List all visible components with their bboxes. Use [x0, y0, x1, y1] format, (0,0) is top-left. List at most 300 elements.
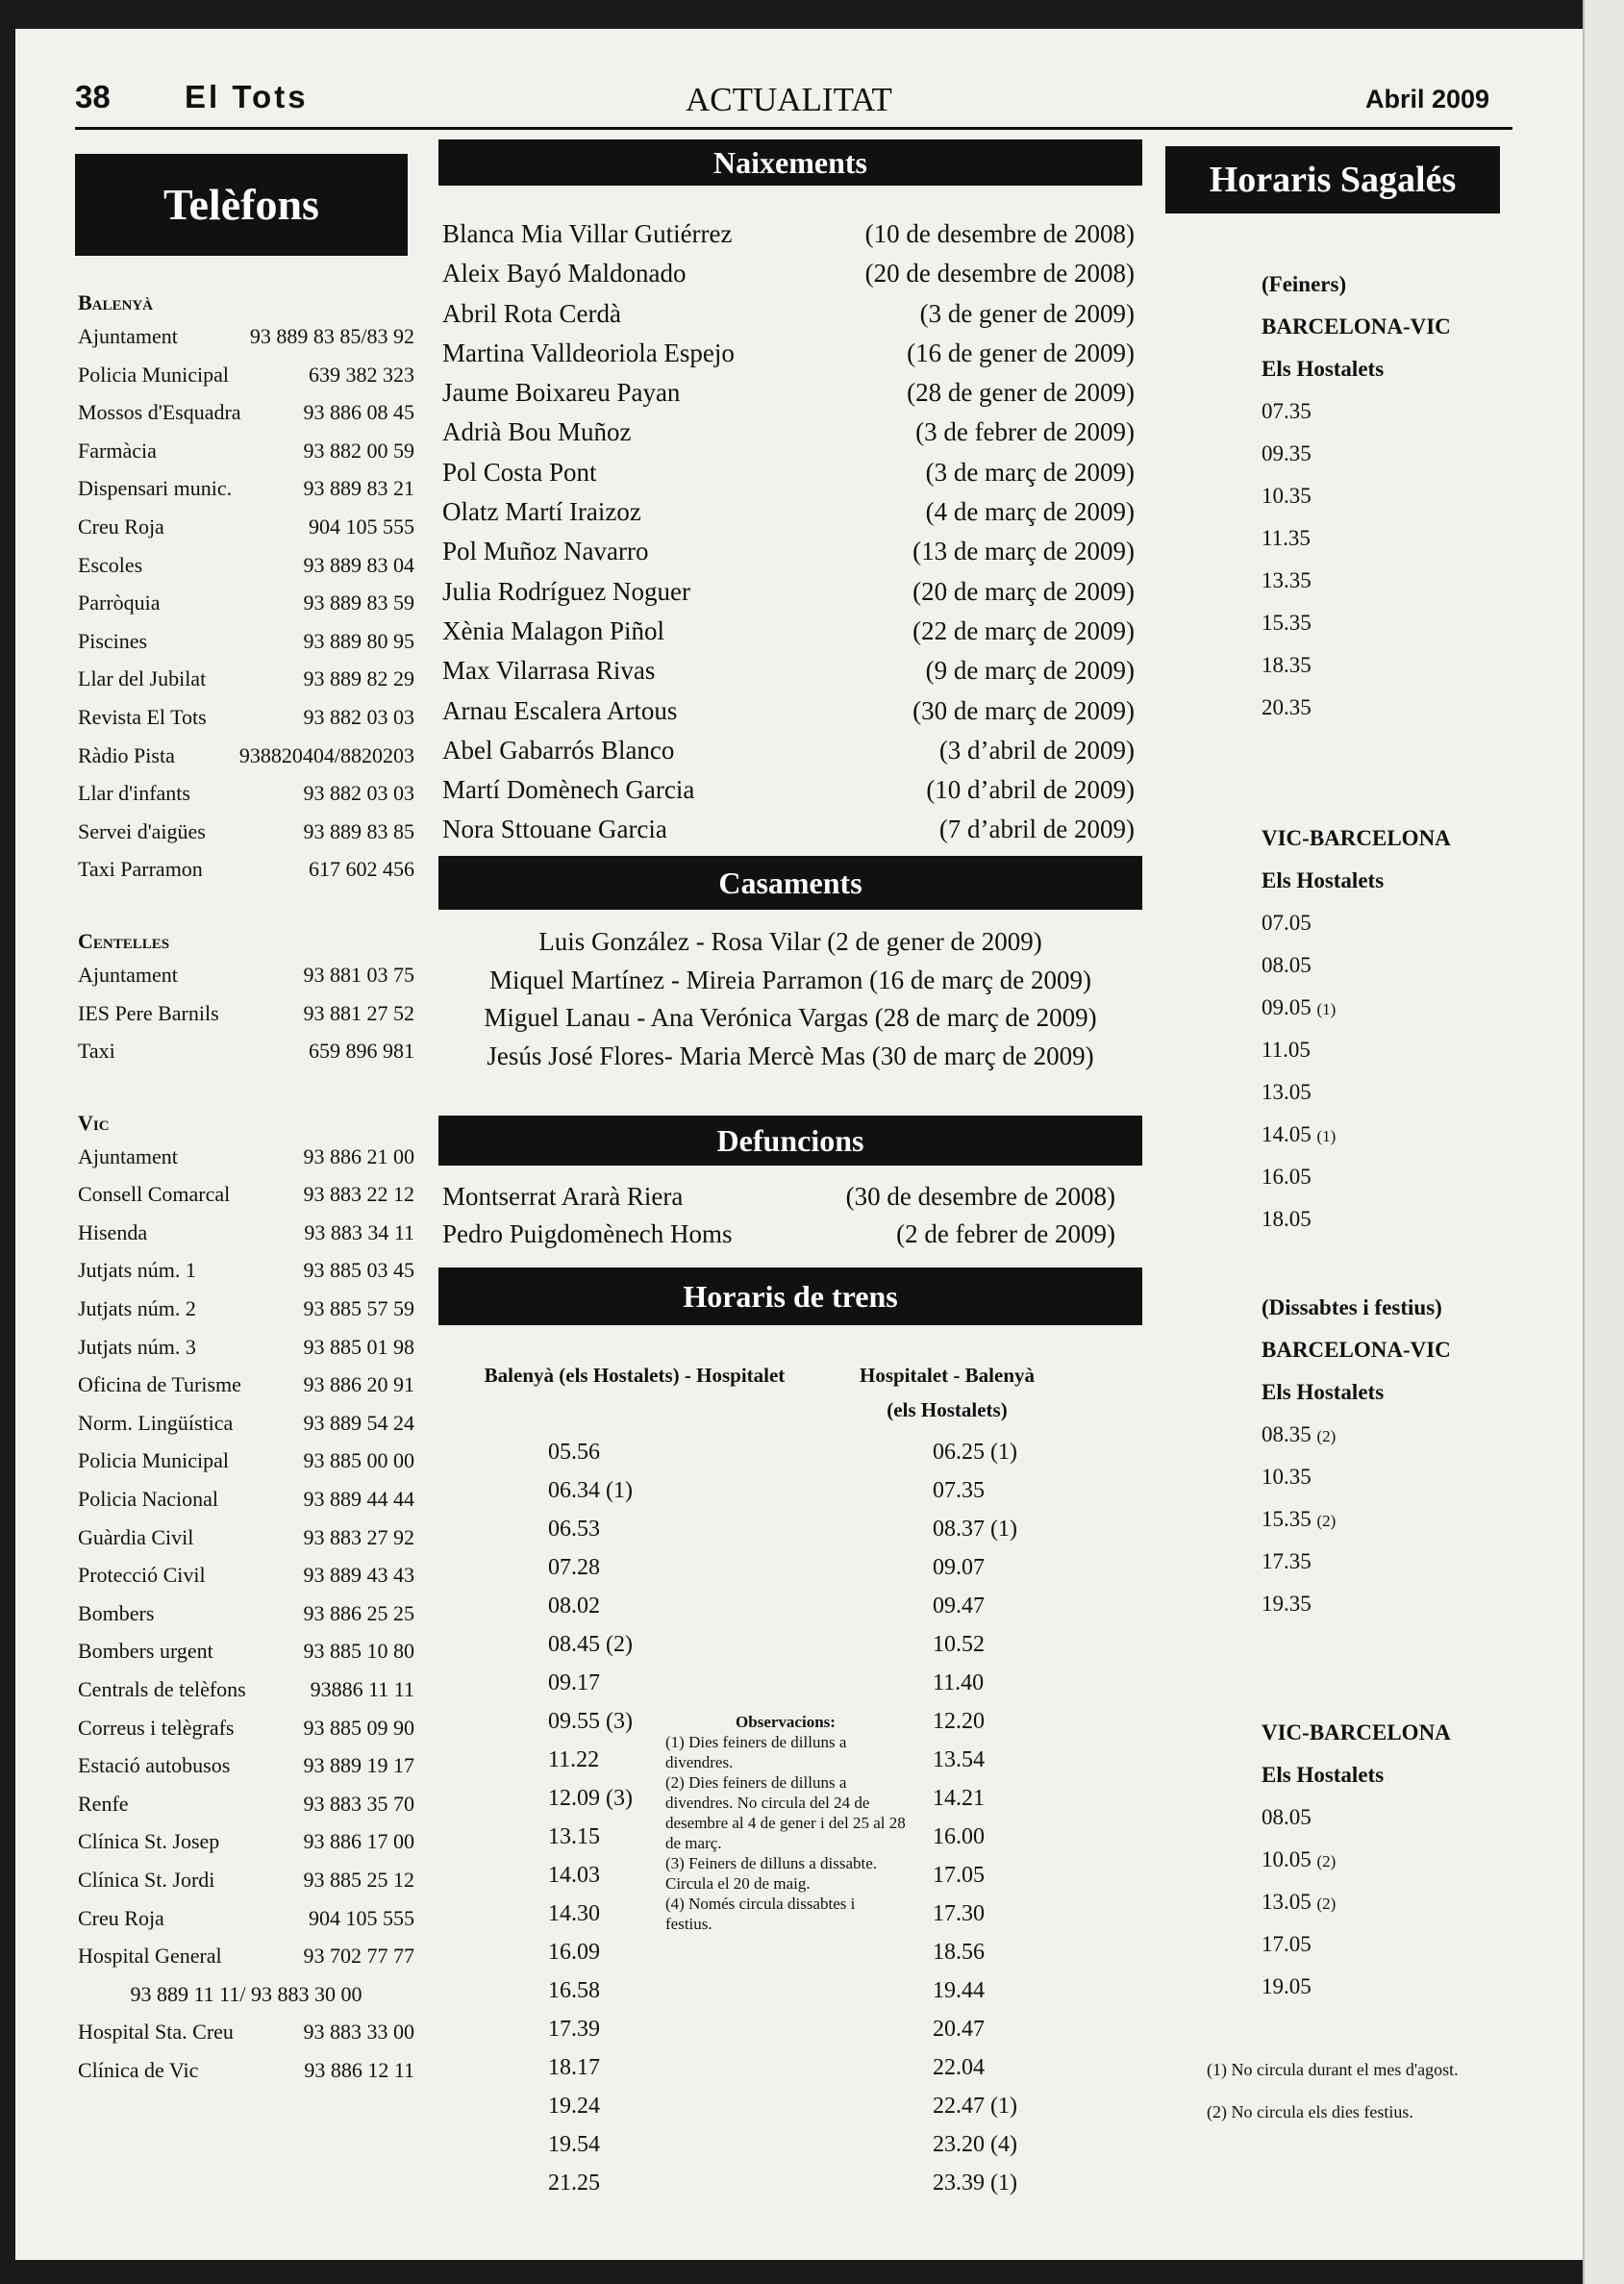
telefon-label: Hospital General — [78, 1944, 222, 1969]
telefon-row — [78, 1975, 414, 2014]
naixement-row — [442, 453, 1135, 492]
casament-row: Jesús José Flores- Maria Mercè Mas (30 de març de 2009) — [487, 1041, 1094, 1070]
telefon-number: 93 881 03 75 — [303, 962, 414, 987]
telefon-label: Policia Municipal — [78, 362, 230, 387]
telefon-label: Clínica St. Josep — [78, 1829, 220, 1854]
telefon-label: Bombers — [78, 1600, 155, 1625]
telefon-number: 617 602 456 — [309, 857, 414, 882]
telefon-label: Guàrdia Civil — [78, 1524, 194, 1549]
bus-time-row — [1262, 1071, 1451, 1114]
bus-time-note: (2) — [1316, 1427, 1337, 1445]
telefon-label: Centrals de telèfons — [78, 1677, 246, 1701]
train-time-return: 20.47 — [933, 2017, 985, 2042]
telefon-row — [78, 393, 414, 432]
trens-col2-header-line1: Hospitalet - Balenyà — [860, 1364, 1035, 1387]
naixement-name: Abel Gabarrós Blanco — [442, 735, 675, 765]
naixement-date: (3 de gener de 2009) — [919, 298, 1135, 328]
bus-route-title: BARCELONA-VIC — [1262, 314, 1451, 339]
telefon-number: 93 889 83 85 — [303, 818, 414, 843]
telefon-row — [78, 1366, 414, 1404]
bus-time-row — [1262, 902, 1451, 944]
train-time-outbound: 08.45 (2) — [548, 1632, 633, 1657]
telefon-label: Jutjats núm. 1 — [78, 1258, 196, 1283]
naixement-name: Julia Rodríguez Noguer — [442, 576, 690, 606]
bus-time: 18.35 — [1262, 653, 1312, 677]
telefon-label: Clínica St. Jordi — [78, 1867, 215, 1892]
observation-4: (4) Només circula dissabtes i festius. — [665, 1895, 856, 1933]
train-time-return: 09.47 — [933, 1594, 985, 1619]
bus-time: 18.05 — [1262, 1207, 1312, 1231]
telefon-row — [78, 1709, 414, 1747]
page-number: 38 — [75, 79, 111, 114]
bus-time-row — [1262, 1923, 1451, 1966]
bus-time: 10.35 — [1262, 1465, 1312, 1489]
bus-time: 10.05 — [1262, 1847, 1312, 1871]
train-time-return: 10.52 — [933, 1632, 985, 1657]
naixements-list — [442, 214, 1135, 850]
telefon-number: 93 885 09 90 — [303, 1715, 414, 1740]
bus-stop-name: Els Hostalets — [1262, 1763, 1385, 1787]
telefon-label: Ajuntament — [78, 324, 178, 348]
train-time-return: 23.39 (1) — [933, 2171, 1017, 2196]
telefon-number: 659 896 981 — [309, 1039, 414, 1064]
trens-observations — [665, 1712, 906, 1934]
bus-time-row — [1262, 475, 1451, 517]
telefon-number: 93 889 54 24 — [303, 1410, 414, 1435]
train-time-outbound: 21.25 — [548, 2171, 600, 2196]
sagales-feiners-vb — [1262, 817, 1451, 1241]
sagales-note-2: (2) No circula els dies festius. — [1207, 2102, 1413, 2121]
bus-time-note: (2) — [1316, 1852, 1337, 1870]
telefon-row — [78, 1328, 414, 1367]
telefon-number: 93 889 11 11/ 93 883 30 00 — [130, 1981, 362, 2006]
bus-time: 10.35 — [1262, 484, 1312, 508]
naixement-row — [442, 731, 1135, 770]
bus-time-row — [1262, 517, 1451, 560]
telefon-number: 93 885 03 45 — [303, 1258, 414, 1283]
train-time-outbound: 08.02 — [548, 1594, 600, 1619]
train-time-return: 08.37 (1) — [933, 1517, 1017, 1542]
telefon-label: Oficina de Turisme — [78, 1372, 241, 1397]
telefon-row — [78, 1251, 414, 1290]
bus-route-title: BARCELONA-VIC — [1262, 1338, 1451, 1362]
telefon-row — [78, 1899, 414, 1938]
naixement-date: (3 de març de 2009) — [925, 457, 1135, 487]
naixement-row — [442, 810, 1135, 849]
naixement-row — [442, 492, 1135, 532]
defuncio-date: (30 de desembre de 2008) — [845, 1182, 1115, 1211]
telefon-label: Policia Nacional — [78, 1487, 219, 1512]
telefon-number: 93 885 00 00 — [303, 1448, 414, 1473]
telefon-number: 93 882 03 03 — [303, 704, 414, 729]
telefon-label: Estació autobusos — [78, 1753, 231, 1778]
defuncions-list — [442, 1178, 1115, 1253]
telefon-label: Hisenda — [78, 1219, 148, 1244]
defuncio-name: Pedro Puigdomènech Homs — [442, 1219, 733, 1248]
casament-row: Luis González - Rosa Vilar (2 de gener de 2009) — [538, 927, 1042, 956]
telefon-row — [78, 1861, 414, 1899]
train-time-return: 07.35 — [933, 1478, 985, 1503]
sagales-heading: Horaris Sagalés — [1165, 146, 1500, 213]
naixement-date: (10 d’abril de 2009) — [926, 775, 1135, 805]
telefon-label: Protecció Civil — [78, 1563, 206, 1588]
telefon-label: Ràdio Pista — [78, 742, 175, 767]
telefon-row — [78, 813, 414, 851]
naixement-row — [442, 254, 1135, 293]
telefon-label: Correus i telègrafs — [78, 1715, 235, 1740]
bus-time-row — [1262, 1796, 1451, 1839]
trens-col2 — [933, 1433, 1067, 2202]
naixement-name: Abril Rota Cerdà — [442, 298, 621, 328]
telefon-number: 93 889 83 04 — [303, 552, 414, 577]
magazine-title: El Tots — [185, 79, 309, 114]
telefon-number: 639 382 323 — [309, 362, 414, 387]
train-time-return: 06.25 (1) — [933, 1440, 1017, 1465]
telefon-label: Mossos d'Esquadra — [78, 400, 241, 425]
telefon-row — [78, 1670, 414, 1709]
naixement-row — [442, 612, 1135, 651]
train-time-return: 14.21 — [933, 1786, 985, 1811]
bus-route-title: VIC-BARCELONA — [1262, 1720, 1451, 1744]
naixement-name: Jaume Boixareu Payan — [442, 378, 681, 408]
bus-time-row — [1262, 602, 1451, 644]
naixement-date: (20 de març de 2009) — [912, 576, 1135, 606]
telefon-row — [78, 356, 414, 394]
telefon-number: 93 883 34 11 — [304, 1219, 414, 1244]
naixement-name: Aleix Bayó Maldonado — [442, 259, 687, 289]
train-time-outbound: 09.17 — [548, 1670, 600, 1695]
bus-time: 20.35 — [1262, 695, 1312, 719]
telefon-row — [78, 1480, 414, 1518]
telefon-label: Clínica de Vic — [78, 2057, 199, 2082]
telefon-label: Policia Municipal — [78, 1448, 230, 1473]
telefon-number: 93 886 17 00 — [303, 1829, 414, 1854]
train-time-outbound: 12.09 (3) — [548, 1786, 633, 1811]
naixement-row — [442, 334, 1135, 373]
train-time-return: 09.07 — [933, 1555, 985, 1580]
observation-3: (3) Feiners de dilluns a dissabte. Circula el 20 de maig. — [665, 1854, 878, 1893]
naixement-date: (13 de març de 2009) — [912, 537, 1135, 566]
bus-time-note: (1) — [1316, 1127, 1337, 1145]
train-time-return: 22.04 — [933, 2055, 985, 2080]
bus-time-row — [1262, 1456, 1451, 1498]
sagales-festius-label: (Dissabtes i festius) — [1262, 1295, 1442, 1319]
bus-time-row — [1262, 560, 1451, 602]
telefon-row — [78, 2051, 414, 2090]
telefon-number: 93 889 82 29 — [303, 666, 414, 691]
telefon-number: 93 882 00 59 — [303, 438, 414, 463]
telefon-row — [78, 660, 414, 698]
telefon-label: Creu Roja — [78, 514, 164, 539]
bus-time: 19.05 — [1262, 1974, 1312, 1998]
naixement-date: (9 de març de 2009) — [925, 656, 1135, 686]
train-time-outbound: 07.28 — [548, 1555, 600, 1580]
naixement-row — [442, 691, 1135, 731]
train-time-outbound: 09.55 (3) — [548, 1709, 633, 1734]
train-time-return: 12.20 — [933, 1709, 985, 1734]
telefons-group-title: Balenyà — [78, 290, 154, 314]
train-time-return: 23.20 (4) — [933, 2132, 1017, 2157]
telefon-number: 93 889 44 44 — [303, 1487, 414, 1512]
issue-date: Abril 2009 — [1365, 85, 1490, 113]
trens-col2-header — [846, 1358, 1048, 1427]
naixement-name: Pol Muñoz Navarro — [442, 537, 649, 566]
telefon-row — [78, 1032, 414, 1070]
sagales-feiners-label: (Feiners) — [1262, 272, 1347, 296]
naixement-name: Max Vilarrasa Rivas — [442, 656, 656, 686]
bus-time-row — [1262, 1156, 1451, 1198]
bus-time-row — [1262, 687, 1451, 729]
telefon-label: Hospital Sta. Creu — [78, 2020, 234, 2045]
telefon-number: 93 886 21 00 — [303, 1143, 414, 1168]
naixement-date: (22 de març de 2009) — [912, 615, 1135, 645]
telefon-label: Jutjats núm. 3 — [78, 1334, 196, 1359]
train-time-outbound: 14.30 — [548, 1901, 600, 1926]
bus-time-row — [1262, 1198, 1451, 1241]
telefon-label: Renfe — [78, 1791, 129, 1816]
telefon-row — [78, 508, 414, 546]
trens-col2-header-line2: (els Hostalets) — [887, 1398, 1008, 1421]
telefon-row — [78, 994, 414, 1033]
telefon-row — [78, 2013, 414, 2051]
train-time-outbound: 06.53 — [548, 1517, 600, 1542]
telefon-number: 93886 11 11 — [310, 1677, 414, 1701]
telefon-number: 93 885 57 59 — [303, 1296, 414, 1321]
telefon-label: Norm. Lingüística — [78, 1410, 234, 1435]
telefon-row — [78, 1822, 414, 1861]
naixement-name: Martí Domènech Garcia — [442, 775, 695, 805]
bus-time: 08.35 — [1262, 1422, 1312, 1446]
observation-1: (1) Dies feiners de dilluns a divendres. — [665, 1733, 847, 1771]
bus-time: 19.35 — [1262, 1592, 1312, 1616]
naixement-row — [442, 294, 1135, 334]
telefon-number: 93 883 33 00 — [303, 2020, 414, 2045]
telefon-row — [78, 432, 414, 470]
telefon-label: Dispensari munic. — [78, 476, 233, 501]
telefon-label: Ajuntament — [78, 1143, 178, 1168]
bus-time: 08.05 — [1262, 1805, 1312, 1829]
telefon-row — [78, 469, 414, 508]
sagales-note-1: (1) No circula durant el mes d'agost. — [1207, 2060, 1459, 2079]
telefon-row — [78, 1404, 414, 1443]
naixement-name: Martina Valldeoriola Espejo — [442, 338, 735, 367]
telefon-row — [78, 956, 414, 994]
bus-time-row — [1262, 1114, 1451, 1156]
telefon-number: 93 702 77 77 — [303, 1944, 414, 1969]
telefon-row — [78, 1594, 414, 1633]
telefons-heading: Telèfons — [75, 154, 408, 256]
naixement-name: Olatz Martí Iraizoz — [442, 497, 641, 527]
naixement-name: Pol Costa Pont — [442, 457, 597, 487]
naixement-name: Adrià Bou Muñoz — [442, 417, 632, 447]
telefon-number: 93 889 83 59 — [303, 590, 414, 615]
bus-stop-name: Els Hostalets — [1262, 1380, 1385, 1404]
bus-time-row — [1262, 1583, 1451, 1625]
train-time-outbound: 11.22 — [548, 1747, 600, 1772]
telefon-number: 93 883 27 92 — [303, 1524, 414, 1549]
telefon-row — [78, 1175, 414, 1214]
telefon-number: 93 885 25 12 — [303, 1867, 414, 1892]
naixement-row — [442, 214, 1135, 254]
observation-2: (2) Dies feiners de dilluns a divendres. No circula del 24 de desembre al 4 de gener i del 25 al 28 de març. — [665, 1773, 906, 1852]
sagales-festius-vb — [1262, 1712, 1451, 2008]
bus-time-row — [1262, 433, 1451, 475]
telefon-label: Parròquia — [78, 590, 161, 615]
telefon-number: 93 885 10 80 — [303, 1639, 414, 1664]
train-time-outbound: 19.24 — [548, 2094, 600, 2119]
sagales-festius-bv — [1262, 1329, 1451, 1625]
telefon-number: 93 882 03 03 — [303, 781, 414, 806]
telefon-number: 904 105 555 — [309, 1905, 414, 1930]
telefon-label: Bombers urgent — [78, 1639, 213, 1664]
telefon-number: 93 885 01 98 — [303, 1334, 414, 1359]
bus-time: 09.05 — [1262, 995, 1312, 1019]
train-time-outbound: 18.17 — [548, 2055, 600, 2080]
telefon-number: 93 886 20 91 — [303, 1372, 414, 1397]
casaments-heading: Casaments — [438, 856, 1142, 910]
telefon-label: Llar del Jubilat — [78, 666, 207, 691]
telefon-number: 93 886 08 45 — [303, 400, 414, 425]
telefon-number: 904 105 555 — [309, 514, 414, 539]
telefon-label: Ajuntament — [78, 962, 178, 987]
defuncions-heading: Defuncions — [438, 1116, 1142, 1166]
bus-time: 13.35 — [1262, 568, 1312, 592]
naixement-name: Arnau Escalera Artous — [442, 695, 678, 725]
bus-time-row — [1262, 987, 1451, 1029]
naixement-name: Blanca Mia Villar Gutiérrez — [442, 219, 733, 248]
naixement-date: (10 de desembre de 2008) — [864, 219, 1135, 248]
telefon-row — [78, 1138, 414, 1176]
bus-time: 15.35 — [1262, 1507, 1312, 1531]
naixement-row — [442, 413, 1135, 452]
telefon-row — [78, 317, 414, 356]
bus-time: 17.05 — [1262, 1932, 1312, 1956]
bus-time-row — [1262, 644, 1451, 687]
defuncio-row — [442, 1216, 1115, 1253]
bus-time: 15.35 — [1262, 611, 1312, 635]
telefon-label: Taxi Parramon — [78, 857, 203, 882]
telefon-row — [78, 1785, 414, 1823]
bus-time: 07.05 — [1262, 911, 1312, 935]
telefon-row — [78, 546, 414, 585]
train-time-return: 13.54 — [933, 1747, 985, 1772]
casament-row: Miquel Martínez - Mireia Parramon (16 de març de 2009) — [488, 965, 1092, 994]
telefon-number: 93 883 22 12 — [303, 1182, 414, 1207]
telefon-number: 938820404/8820203 — [238, 742, 414, 767]
naixement-date: (20 de desembre de 2008) — [864, 259, 1135, 289]
telefon-row — [78, 1214, 414, 1252]
casament-row: Miguel Lanau - Ana Verónica Vargas (28 de març de 2009) — [484, 1003, 1097, 1032]
naixement-row — [442, 373, 1135, 413]
trens-col1 — [548, 1433, 683, 2202]
telefon-label: Piscines — [78, 628, 148, 653]
group-spacer — [78, 889, 414, 927]
telefon-label: Farmàcia — [78, 438, 157, 463]
telefons-list — [78, 289, 414, 2090]
telefon-row — [78, 1518, 414, 1557]
trens-heading: Horaris de trens — [438, 1267, 1142, 1325]
train-time-outbound: 19.54 — [548, 2132, 600, 2157]
telefon-row — [78, 1442, 414, 1480]
telefon-number: 93 889 83 21 — [303, 476, 414, 501]
bus-time-row — [1262, 1414, 1451, 1456]
train-time-return: 16.00 — [933, 1824, 985, 1849]
naixement-date: (4 de març de 2009) — [925, 497, 1135, 527]
naixement-name: Nora Sttouane Garcia — [442, 815, 667, 844]
naixement-row — [442, 651, 1135, 690]
bus-time: 07.35 — [1262, 399, 1312, 423]
train-time-outbound: 16.09 — [548, 1940, 600, 1965]
defuncio-name: Montserrat Ararà Riera — [442, 1182, 684, 1211]
train-time-outbound: 13.15 — [548, 1824, 600, 1849]
train-time-return: 18.56 — [933, 1940, 985, 1965]
bus-stop-name: Els Hostalets — [1262, 357, 1385, 381]
telefon-number: 93 889 19 17 — [303, 1753, 414, 1778]
train-time-outbound: 17.39 — [548, 2017, 600, 2042]
telefon-label: Jutjats núm. 2 — [78, 1296, 196, 1321]
bus-time-note: (2) — [1316, 1895, 1337, 1913]
bus-route-title: VIC-BARCELONA — [1262, 826, 1451, 850]
naixement-date: (7 d’abril de 2009) — [938, 815, 1135, 844]
train-time-return: 17.05 — [933, 1863, 985, 1888]
bus-stop-name: Els Hostalets — [1262, 868, 1385, 892]
telefon-label: Consell Comarcal — [78, 1182, 231, 1207]
naixement-row — [442, 770, 1135, 810]
telefon-label: Taxi — [78, 1039, 115, 1064]
header-rule — [75, 127, 1512, 130]
telefons-group-title: Centelles — [78, 928, 170, 953]
bus-time-row — [1262, 1966, 1451, 2008]
bus-time: 09.35 — [1262, 441, 1312, 465]
defuncio-row — [442, 1178, 1115, 1216]
telefon-row — [78, 1290, 414, 1328]
bus-time-row — [1262, 1541, 1451, 1583]
telefon-number: 93 889 83 85/83 92 — [249, 324, 414, 348]
telefon-row — [78, 622, 414, 661]
casaments-list — [438, 923, 1142, 1075]
bus-time-row — [1262, 1839, 1451, 1881]
trens-col1-header: Balenyà (els Hostalets) - Hospitalet — [484, 1364, 786, 1387]
naixement-date: (28 de gener de 2009) — [907, 378, 1135, 408]
telefon-label: Creu Roja — [78, 1905, 164, 1930]
train-time-return: 11.40 — [933, 1670, 985, 1695]
bus-time-row — [1262, 1881, 1451, 1923]
naixement-date: (30 de març de 2009) — [912, 695, 1135, 725]
sagales-feiners-bv — [1262, 306, 1451, 729]
bus-time: 08.05 — [1262, 953, 1312, 977]
telefon-number: 93 881 27 52 — [303, 1000, 414, 1025]
telefon-label: IES Pere Barnils — [78, 1000, 219, 1025]
naixement-date: (3 de febrer de 2009) — [915, 417, 1135, 447]
telefon-label: Revista El Tots — [78, 704, 207, 729]
telefon-row — [78, 737, 414, 775]
telefon-label: Escoles — [78, 552, 143, 577]
telefon-number: 93 889 80 95 — [303, 628, 414, 653]
train-time-outbound: 16.58 — [548, 1978, 600, 2003]
bus-time-note: (1) — [1316, 1000, 1337, 1018]
bus-time: 14.05 — [1262, 1122, 1312, 1146]
observations-title: Observacions: — [736, 1713, 836, 1731]
bus-time: 16.05 — [1262, 1165, 1312, 1189]
section-title: ACTUALITAT — [686, 81, 892, 118]
naixements-heading: Naixements — [438, 139, 1142, 186]
bus-time-row — [1262, 390, 1451, 433]
bus-time-row — [1262, 1029, 1451, 1071]
telefon-row — [78, 584, 414, 622]
adjacent-page-edge — [1583, 0, 1624, 2284]
telefon-label: Servei d'aigües — [78, 818, 206, 843]
train-time-outbound: 06.34 (1) — [548, 1478, 633, 1503]
